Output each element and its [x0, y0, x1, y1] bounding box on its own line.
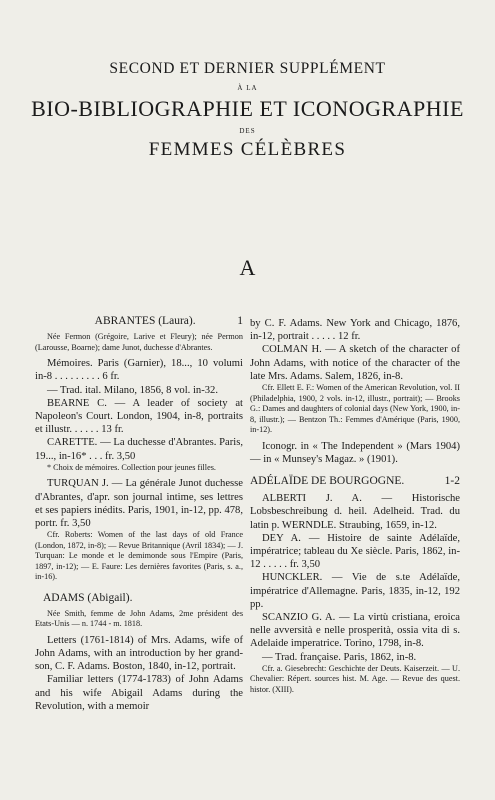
- bibliography-item: Letters (1761-1814) of Mrs. Adams, wife of John Adams, with an introduction by her grand-son, C. F. Adams. Boston, 1840, in-12, portrait.: [35, 634, 243, 673]
- bibliography-item: COLMAN H. — A sketch of the character of John Adams, with notice of the character of the late Mrs. Adams. Salem, 1826, in-8.: [250, 344, 460, 382]
- right-column: [250, 317, 460, 695]
- entry-number: 1: [237, 315, 243, 327]
- title-line-4: DES: [239, 127, 256, 135]
- title-block: [0, 60, 495, 161]
- bibliography-note: Cfr. Roberts: Women of the last days of old France (London, 1872, in-8); — Revue Britannique (Avril 1834); — J. Turquan: Le monde et le demimonde sous l'Empire (Paris, 1897, in-12); — E. Faure: Les dernières favorites (Paris, s. a., in-16).: [35, 530, 243, 582]
- entry-note: Née Smith, femme de John Adams, 2me président des Etats-Unis — n. 1744 - m. 1818.: [35, 608, 243, 629]
- bibliography-item: — Trad. ital. Milano, 1856, 8 vol. in-32.: [47, 384, 218, 396]
- bibliography-note: * Choix de mémoires. Collection pour jeunes filles.: [47, 462, 216, 472]
- bibliography-note: Cfr. a. Giesebrecht: Geschichte der Deuts. Kaiserzeit. — U. Chevalier: Répert. sources hist. M. Age. — Revue des quest. histor. (XIII).: [250, 663, 460, 694]
- entry-number: 1-2: [444, 474, 460, 487]
- title-line-3: BIO-BIBLIOGRAPHIE ET ICONOGRAPHIE: [31, 96, 464, 121]
- bibliography-item: ALBERTI J. A. — Historische Lobsbeschreibung d. heil. Adelheid. Trad. du latin p. WERNDLE. Straubing, 1659, in-12.: [250, 493, 460, 531]
- bibliography-item: — Trad. française. Paris, 1862, in-8.: [262, 651, 417, 663]
- bibliography-item: Mémoires. Paris (Garnier), 18..., 10 volumi in-8 . . . . . . . . . 6 fr.: [35, 358, 243, 383]
- bibliography-item: BEARNE C. — A leader of society at Napoleon's Court. London, 1904, in-8, portraits et illustr. . . . . . 13 fr.: [35, 397, 243, 436]
- entry-note: Née Fermon (Grégoire, Larive et Fleury); née Permon (Larousse, Boarne); dame Junot, duchesse d'Abrantes.: [35, 332, 243, 352]
- left-column: [35, 315, 243, 713]
- entry-heading-adams: [35, 592, 243, 605]
- entry-name: ADAMS (Abigail).: [43, 591, 133, 604]
- entry-name: ADÉLAÏDE DE BOURGOGNE.: [250, 474, 405, 487]
- bibliography-item: HUNCKLER. — Vie de s.te Adélaïde, impératrice d'Allemagne. Paris, 1835, in-12, 192 pp.: [250, 572, 460, 610]
- section-letter: A: [239, 255, 256, 280]
- entry-name: ABRANTES (Laura).: [94, 315, 196, 327]
- bibliography-item: TURQUAN J. — La générale Junot duchesse d'Abrantes, d'apr. son journal intime, ses lettres et ses papiers inédits. Paris, 1901, in-12, pp. 478, portr. fr. 3,50: [35, 478, 243, 529]
- title-line-2: À LA: [237, 84, 258, 92]
- bibliography-note: Cfr. Ellett E. F.: Women of the American Revolution, vol. II (Philadelphia, 1900, 2 vols. in-12, illustr., portrait); — Brooks G.: Dames and daughters of colonial days (New York, 1900, in-8, illustr.); — Bentzon Th.: Femmes d'Amérique (Paris, 1900, in-12).: [250, 383, 460, 435]
- bibliography-item: Familiar letters (1774-1783) of John Adams and his wife Abigail Adams during the Revolution, with a memoir: [35, 674, 243, 712]
- bibliography-item: SCANZIO G. A. — La virtù cristiana, eroica nelle avversità e nelle prosperità, ossia vita di s. Adelaide imperatrice. Torino, 1798, in-8.: [250, 611, 460, 650]
- title-line-1: SECOND ET DERNIER SUPPLÉMENT: [109, 60, 386, 77]
- entry-heading-adelaide: [250, 475, 460, 488]
- entry-heading-abrantes: [35, 315, 243, 328]
- bibliography-item: by C. F. Adams. New York and Chicago, 1876, in-12, portrait . . . . . 12 fr.: [250, 318, 460, 343]
- title-line-5: FEMMES CÉLÈBRES: [148, 139, 347, 160]
- bibliography-item: DEY A. — Histoire de sainte Adélaïde, impératrice; tableau du Xe siècle. Paris, 1862, in-12 . . . . . fr. 3,50: [250, 532, 460, 571]
- iconography-item: Iconogr. in « The Independent » (Mars 1904) — in « Munsey's Magaz. » (1901).: [250, 440, 460, 465]
- bibliography-item: CARETTE. — La duchesse d'Abrantes. Paris, 19..., in-16* . . . fr. 3,50: [35, 437, 243, 462]
